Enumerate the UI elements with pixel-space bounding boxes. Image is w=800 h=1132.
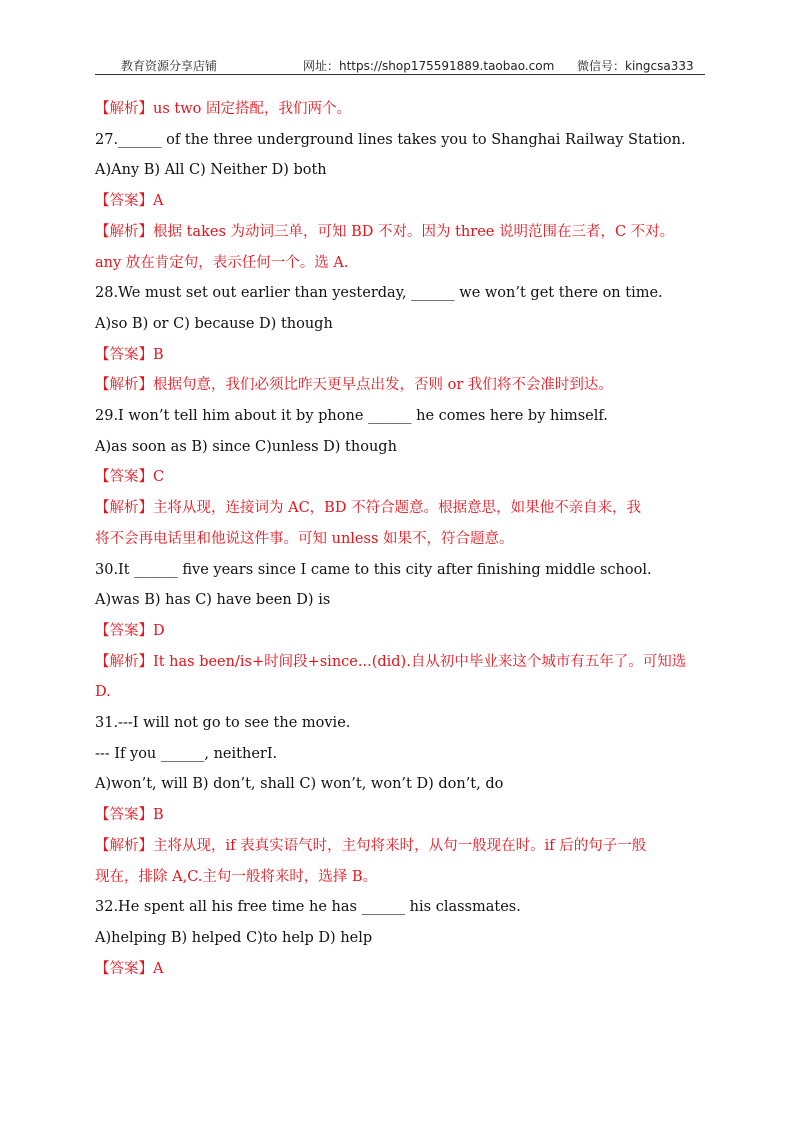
question-line: 29.I won’t tell him about it by phone ______ he comes here by himself. <box>95 408 608 425</box>
answer-explanation-line: 【答案】C <box>95 469 165 486</box>
document-body <box>95 94 710 984</box>
answer-explanation-line: 【答案】B <box>95 807 164 824</box>
answer-explanation-line: 【解析】主将从现，if 表真实语气时，主句将来时，从句一般现在时。if 后的句子一般 <box>95 837 647 854</box>
answer-explanation-line: 【答案】D <box>95 622 165 639</box>
question-line: A)won’t, will B) don’t, shall C) won’t, won’t D) don’t, do <box>95 776 504 793</box>
question-line: 30.It ______ five years since I came to this city after finishing middle school. <box>95 561 652 578</box>
answer-explanation-line: 【解析】根据 takes 为动词三单，可知 BD 不对。因为 three 说明范围在三者，C 不对。 <box>95 223 675 240</box>
answer-explanation-line: 【解析】根据句意，我们必须比昨天更早点出发，否则 or 我们将不会准时到达。 <box>95 377 613 394</box>
answer-explanation-line: 将不会再电话里和他说这件事。可知 unless 如果不，符合题意。 <box>95 530 514 547</box>
question-line: --- If you ______, neitherI. <box>95 745 278 762</box>
question-line: A)Any B) All C) Neither D) both <box>95 162 327 179</box>
answer-explanation-line: 【解析】us two 固定搭配，我们两个。 <box>95 101 351 117</box>
answer-explanation-line: D. <box>95 684 111 701</box>
question-line: 28.We must set out earlier than yesterday, ______ we won’t get there on time. <box>95 285 663 302</box>
header-website: 网址：https://shop175591889.taobao.com <box>303 59 555 73</box>
question-line: A)so B) or C) because D) though <box>95 315 333 332</box>
header-divider <box>95 74 705 75</box>
question-line: 32.He spent all his free time he has ______ his classmates. <box>95 899 521 916</box>
header-wechat: 微信号：kingcsa333 <box>577 59 694 73</box>
answer-explanation-line: 【答案】A <box>95 193 164 210</box>
answer-explanation-line: 【答案】B <box>95 346 164 363</box>
answer-explanation-line: 【答案】A <box>95 960 164 977</box>
answer-explanation-line: 现在，排除 A,C.主句一般将来时，选择 B。 <box>95 868 378 885</box>
question-line: 31.---I will not go to see the movie. <box>95 715 351 732</box>
question-line: A)was B) has C) have been D) is <box>95 592 331 609</box>
header-shop-name: 教育资源分享店铺 <box>121 59 218 73</box>
question-line: 27.______ of the three underground lines takes you to Shanghai Railway Station. <box>95 131 686 148</box>
answer-explanation-line: 【解析】It has been/is+时间段+since...(did).自从初中毕业来这个城市有五年了。可知选 <box>95 653 687 670</box>
question-line: A)as soon as B) since C)unless D) though <box>95 438 397 455</box>
answer-explanation-line: 【解析】主将从现，连接词为 AC，BD 不符合题意。根据意思，如果他不亲自来，我 <box>95 500 642 517</box>
answer-explanation-line: any 放在肯定句，表示任何一个。选 A. <box>95 254 349 271</box>
question-line: A)helping B) helped C)to help D) help <box>95 929 373 946</box>
page-header <box>95 57 705 75</box>
